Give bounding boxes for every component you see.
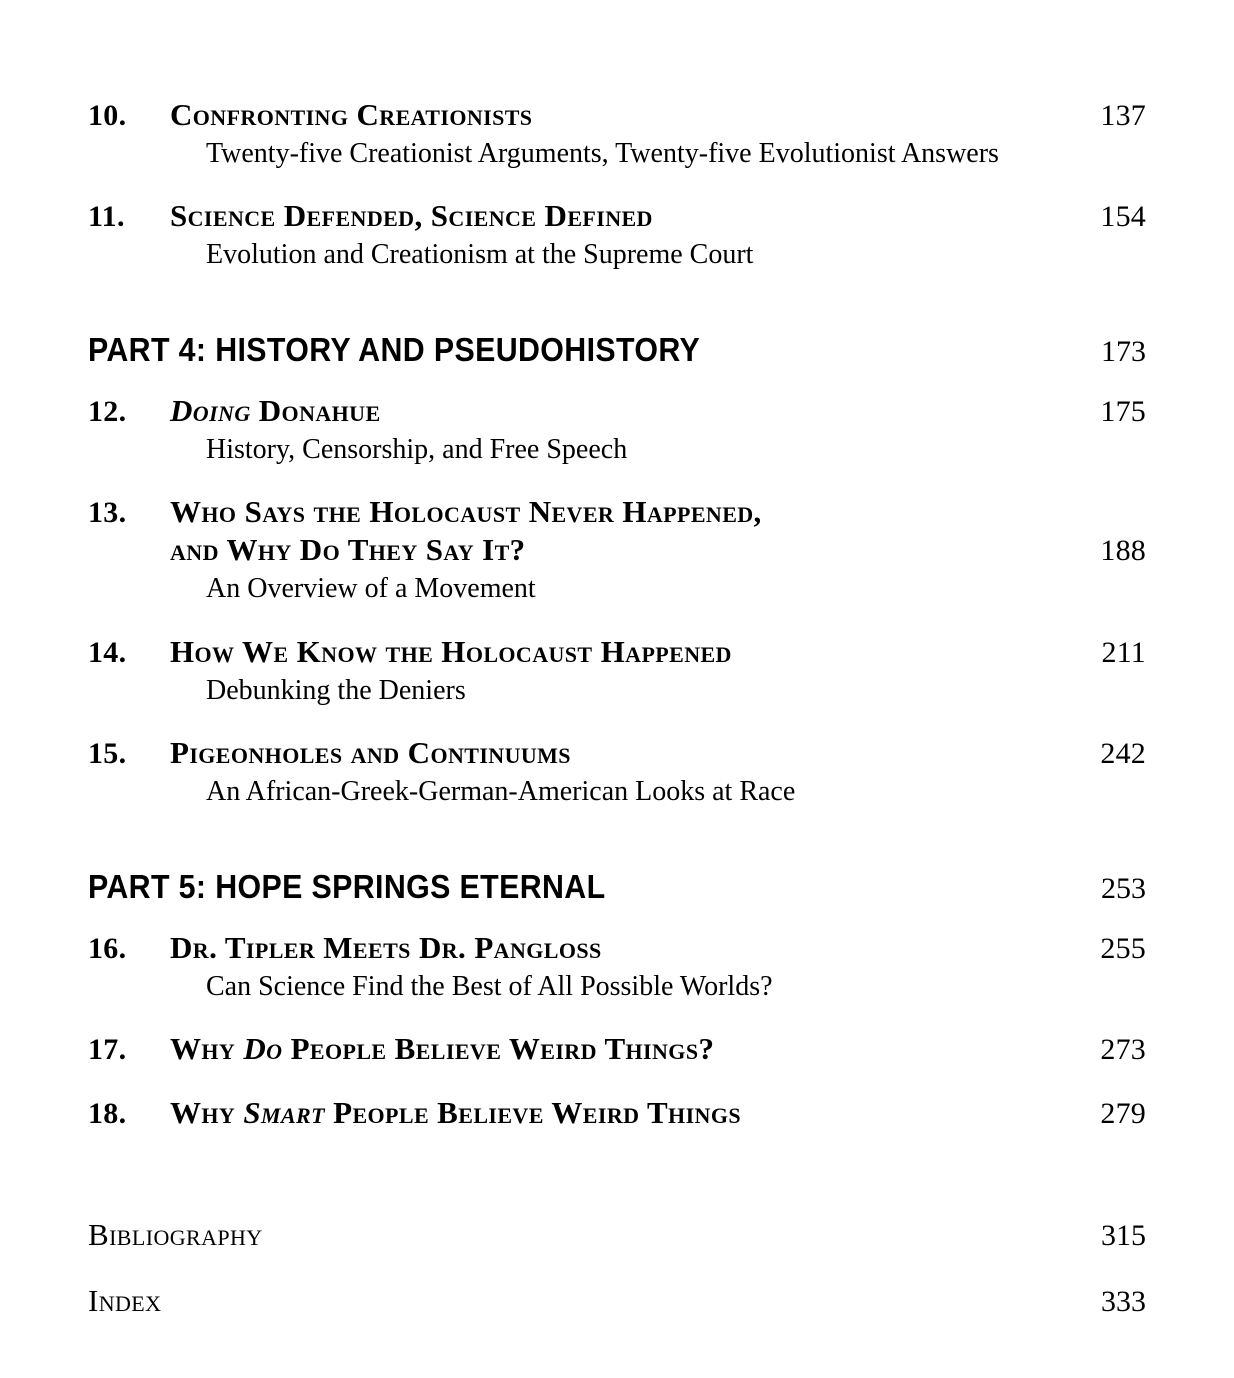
chapter-number: 11. xyxy=(88,200,125,234)
chapter-subtitle: An Overview of a Movement xyxy=(206,573,536,605)
toc-entry-line xyxy=(88,1030,1146,1068)
backmatter-entry[interactable] xyxy=(88,1282,1146,1320)
spacer xyxy=(88,708,1146,734)
chapter-title-text: People Believe Weird Things? xyxy=(290,1031,715,1067)
chapter-title-column xyxy=(170,96,1060,133)
chapter-title xyxy=(170,1094,1060,1131)
chapter-title-text: Who Says the Holocaust Never Happened, xyxy=(170,494,762,530)
toc-entry[interactable] xyxy=(88,929,1146,1004)
toc-entry-line xyxy=(88,493,1146,531)
chapter-title-emphasis: Smart xyxy=(243,1095,334,1131)
chapter-page-number: 279 xyxy=(1100,1097,1146,1131)
chapter-page-number: 255 xyxy=(1100,931,1146,965)
chapter-page-number: 175 xyxy=(1100,395,1146,429)
chapter-number: 12. xyxy=(88,395,127,429)
chapter-title-text: People Believe Weird Things xyxy=(333,1095,741,1131)
chapter-number xyxy=(88,533,170,568)
chapter-subtitle: Twenty-five Creationist Arguments, Twenty-five Evolutionist Answers xyxy=(206,138,999,169)
chapter-number: 15. xyxy=(88,736,127,770)
spacer xyxy=(88,1254,1146,1282)
spacer xyxy=(88,1068,1146,1094)
chapter-title xyxy=(170,531,1060,568)
toc-entry-line xyxy=(88,392,1146,430)
chapter-title xyxy=(170,197,1060,234)
part-page-number: 253 xyxy=(1101,871,1146,905)
toc-entry-line xyxy=(88,734,1146,772)
chapter-number: 18. xyxy=(88,1097,127,1131)
chapter-title xyxy=(170,633,1060,670)
spacer xyxy=(88,467,1146,493)
backmatter-label: Index xyxy=(88,1283,162,1319)
chapter-title-column xyxy=(170,1030,1060,1067)
chapter-title-text: Why xyxy=(170,1095,244,1131)
chapter-title-column xyxy=(170,531,1060,568)
chapter-subtitle: Evolution and Creationism at the Supreme Court xyxy=(206,239,754,271)
part-heading-label: PART 4: HISTORY AND PSEUDOHISTORY xyxy=(88,331,701,369)
spacer xyxy=(88,1004,1146,1030)
part-heading-label: PART 5: HOPE SPRINGS ETERNAL xyxy=(88,867,606,905)
part-heading[interactable] xyxy=(88,867,1146,907)
chapter-page-number: 273 xyxy=(1100,1033,1146,1067)
chapter-title xyxy=(170,493,1060,530)
chapter-title-text: Confronting Creationists xyxy=(170,97,533,132)
chapter-title-column xyxy=(170,392,1060,429)
chapter-title-column xyxy=(170,734,1060,771)
chapter-title xyxy=(170,734,1060,771)
part-heading[interactable] xyxy=(88,330,1146,370)
chapter-title xyxy=(170,929,1060,966)
spacer xyxy=(88,607,1146,633)
chapter-number: 10. xyxy=(88,99,127,132)
toc-entry-line xyxy=(88,197,1146,235)
chapter-title-emphasis: Do xyxy=(243,1031,291,1067)
spacer xyxy=(88,171,1146,197)
chapter-title-text: Pigeonholes and Continuums xyxy=(170,734,571,770)
spacer xyxy=(88,272,1146,330)
table-of-contents xyxy=(88,96,1146,1320)
toc-entry-line xyxy=(88,929,1146,967)
chapter-title-text: Dr. Tipler Meets Dr. Pangloss xyxy=(170,929,602,965)
chapter-title-text: and Why Do They Say It? xyxy=(170,532,526,568)
backmatter-page-number: 333 xyxy=(1101,1285,1146,1319)
toc-entry[interactable] xyxy=(88,197,1146,272)
chapter-page-number: 188 xyxy=(1100,534,1146,568)
chapter-title-text: Donahue xyxy=(258,393,381,429)
chapter-subtitle: History, Censorship, and Free Speech xyxy=(206,434,628,466)
chapter-page-number: 154 xyxy=(1100,200,1146,234)
chapter-subtitle: An African-Greek-German-American Looks at Race xyxy=(206,775,796,807)
toc-entry-line xyxy=(88,1094,1146,1132)
chapter-number: 14. xyxy=(88,635,127,669)
chapter-number: 16. xyxy=(88,931,127,965)
chapter-title xyxy=(170,1030,1060,1067)
spacer xyxy=(88,809,1146,867)
toc-entry[interactable] xyxy=(88,1030,1146,1068)
toc-entry[interactable] xyxy=(88,392,1146,467)
toc-entry-line xyxy=(88,633,1146,671)
chapter-title-emphasis: Doing xyxy=(170,393,259,429)
chapter-title-column xyxy=(170,929,1060,966)
part-page-number: 173 xyxy=(1101,335,1146,369)
chapter-page-number: 137 xyxy=(1100,99,1146,132)
chapter-title xyxy=(170,392,1060,429)
chapter-page-number: 211 xyxy=(1101,635,1146,669)
chapter-subtitle: Debunking the Deniers xyxy=(206,674,466,706)
chapter-title-column xyxy=(170,633,1060,670)
chapter-number: 13. xyxy=(88,496,127,530)
toc-entry-line xyxy=(88,531,1146,569)
chapter-title-text: Why xyxy=(170,1031,244,1067)
chapter-subtitle: Can Science Find the Best of All Possible Worlds? xyxy=(206,970,773,1002)
toc-entry[interactable] xyxy=(88,633,1146,708)
chapter-page-number: 242 xyxy=(1100,736,1146,770)
chapter-title-column xyxy=(170,493,1060,530)
toc-entry[interactable] xyxy=(88,493,1146,606)
chapter-title-text: How We Know the Holocaust Happened xyxy=(170,633,732,669)
backmatter-entry[interactable] xyxy=(88,1216,1146,1254)
toc-entry[interactable] xyxy=(88,1094,1146,1132)
toc-entry-line xyxy=(88,96,1146,134)
spacer xyxy=(88,907,1146,929)
chapter-number: 17. xyxy=(88,1033,127,1067)
chapter-title xyxy=(170,96,1060,133)
toc-entry[interactable] xyxy=(88,734,1146,809)
spacer xyxy=(88,370,1146,392)
chapter-title-column xyxy=(170,1094,1060,1131)
spacer xyxy=(88,1132,1146,1216)
backmatter-label: Bibliography xyxy=(88,1217,263,1253)
backmatter-page-number: 315 xyxy=(1101,1219,1146,1253)
toc-entry[interactable] xyxy=(88,96,1146,171)
chapter-title-text: Science Defended, Science Defined xyxy=(170,198,653,234)
chapter-title-column xyxy=(170,197,1060,234)
